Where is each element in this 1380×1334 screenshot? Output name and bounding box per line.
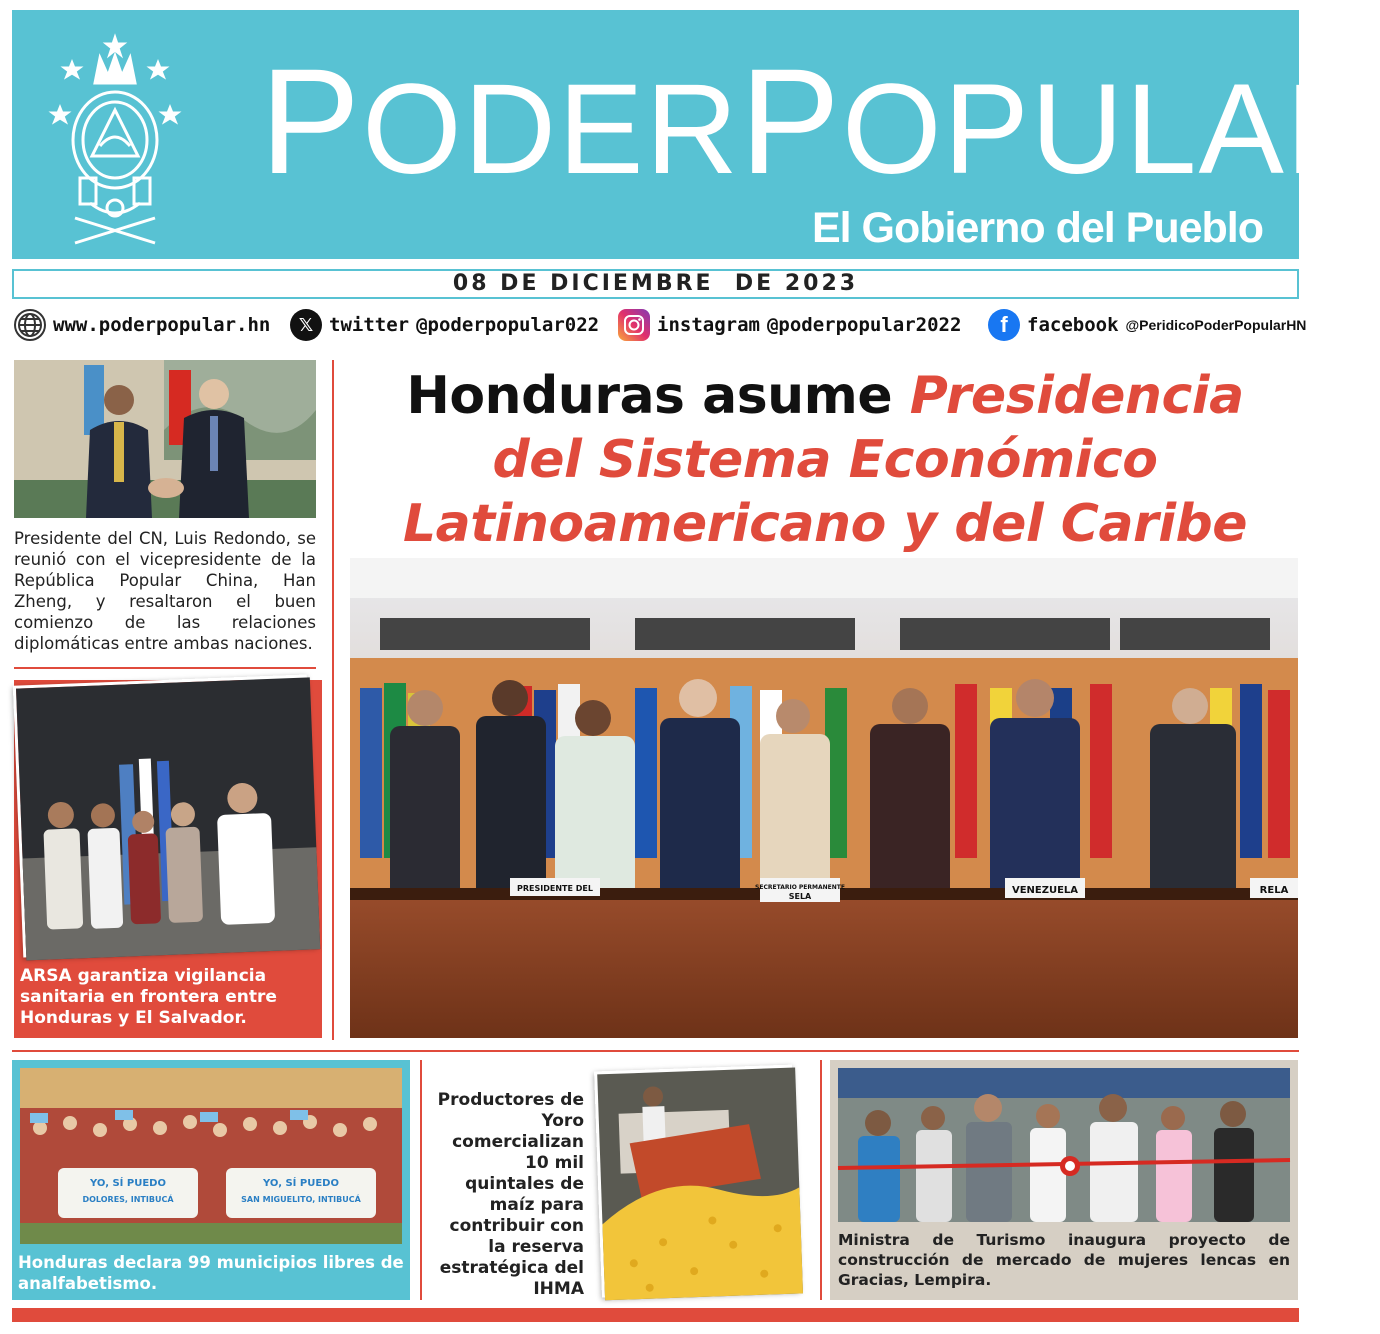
facebook-label: facebook	[1027, 314, 1119, 336]
story-caption: Ministra de Turismo inaugura proyecto de construcción de mercado de mujeres lencas en Gracias, Lempira.	[838, 1231, 1290, 1289]
banner-title: YO, SÍ PUEDO	[263, 1178, 339, 1189]
story-cn-china[interactable]	[14, 360, 316, 654]
photo-redondo-han-zheng	[14, 360, 316, 518]
banner-place: DOLORES, INTIBUCÁ	[82, 1195, 174, 1204]
headline-part: Latinoamericano y del Caribe	[402, 494, 1248, 554]
story-caption: ARSA garantiza vigilancia sanitaria en frontera entre Honduras y El Salvador.	[20, 966, 277, 1028]
website-link[interactable]: www.poderpopular.hn	[53, 314, 271, 336]
nameplate: SELA	[788, 892, 812, 901]
footer-bar	[12, 1308, 1299, 1322]
photo-maize-harvest	[594, 1065, 800, 1298]
social-web[interactable]	[14, 307, 270, 343]
banner-place: SAN MIGUELITO, INTIBUCÁ	[241, 1195, 361, 1204]
column-divider	[332, 360, 334, 1040]
story-literacy[interactable]	[12, 1060, 410, 1300]
tagline: El Gobierno del Pueblo	[811, 204, 1263, 252]
story-arsa[interactable]	[14, 680, 322, 1038]
photo-literacy-event	[20, 1068, 402, 1244]
photo-arsa-officials	[13, 674, 317, 957]
section-divider	[14, 667, 316, 669]
section-divider	[12, 1050, 1299, 1052]
masthead	[12, 10, 1380, 259]
honduras-coat-of-arms-icon	[50, 28, 180, 253]
twitter-label: twitter	[329, 314, 410, 336]
instagram-icon	[618, 309, 650, 341]
globe-icon	[14, 309, 46, 341]
facebook-handle[interactable]: @PeridicoPoderPopularHN	[1125, 317, 1307, 333]
facebook-icon: f	[988, 309, 1020, 341]
social-facebook[interactable]	[988, 307, 1306, 343]
story-turismo[interactable]	[830, 1060, 1298, 1300]
instagram-label: instagram	[657, 314, 760, 336]
nameplate: RELA	[1259, 885, 1289, 896]
column-divider	[820, 1060, 822, 1300]
story-caption: Honduras declara 99 municipios libres de analfabetismo.	[18, 1253, 404, 1293]
nameplate: VENEZUELA	[1011, 885, 1079, 896]
column-divider	[420, 1060, 422, 1300]
photo-sela-presidency	[350, 558, 1298, 1038]
story-caption: Productores de Yoro comercializan 10 mil quintales de maíz para contribuir con la reserva estratégica del IHMA	[437, 1090, 584, 1299]
twitter-handle[interactable]: @poderpopular022	[416, 314, 600, 336]
social-instagram[interactable]	[618, 307, 961, 343]
headline-part: del Sistema Económico	[492, 430, 1158, 490]
main-headline[interactable]	[350, 364, 1300, 556]
instagram-handle[interactable]: @poderpopular2022	[766, 314, 962, 336]
social-twitter[interactable]	[290, 307, 599, 343]
newspaper-brand	[260, 37, 1380, 205]
issue-date: 08 DE DICIEMBRE DE 2023	[12, 269, 1299, 299]
brand-word: ODER	[362, 58, 740, 201]
story-caption: Presidente del CN, Luis Redondo, se reunió con el vicepresidente de la República Popular China, Han Zheng, y resaltaron el buen comienzo de las relaciones diplomáticas entre ambas naciones.	[14, 529, 316, 653]
brand-letter: P	[739, 37, 842, 205]
nameplate: PRESIDENTE DEL	[517, 884, 593, 893]
headline-part: Honduras asume	[406, 366, 910, 426]
headline-part: Presidencia	[909, 366, 1244, 426]
brand-word: OPULAR	[841, 58, 1380, 201]
banner-title: YO, SÍ PUEDO	[90, 1178, 166, 1189]
x-twitter-icon: 𝕏	[290, 309, 322, 341]
brand-letter: P	[260, 37, 363, 205]
photo-ribbon-cutting	[838, 1068, 1290, 1222]
story-maiz[interactable]	[432, 1060, 812, 1300]
nameplate: SECRETARIO PERMANENTE	[755, 884, 845, 891]
